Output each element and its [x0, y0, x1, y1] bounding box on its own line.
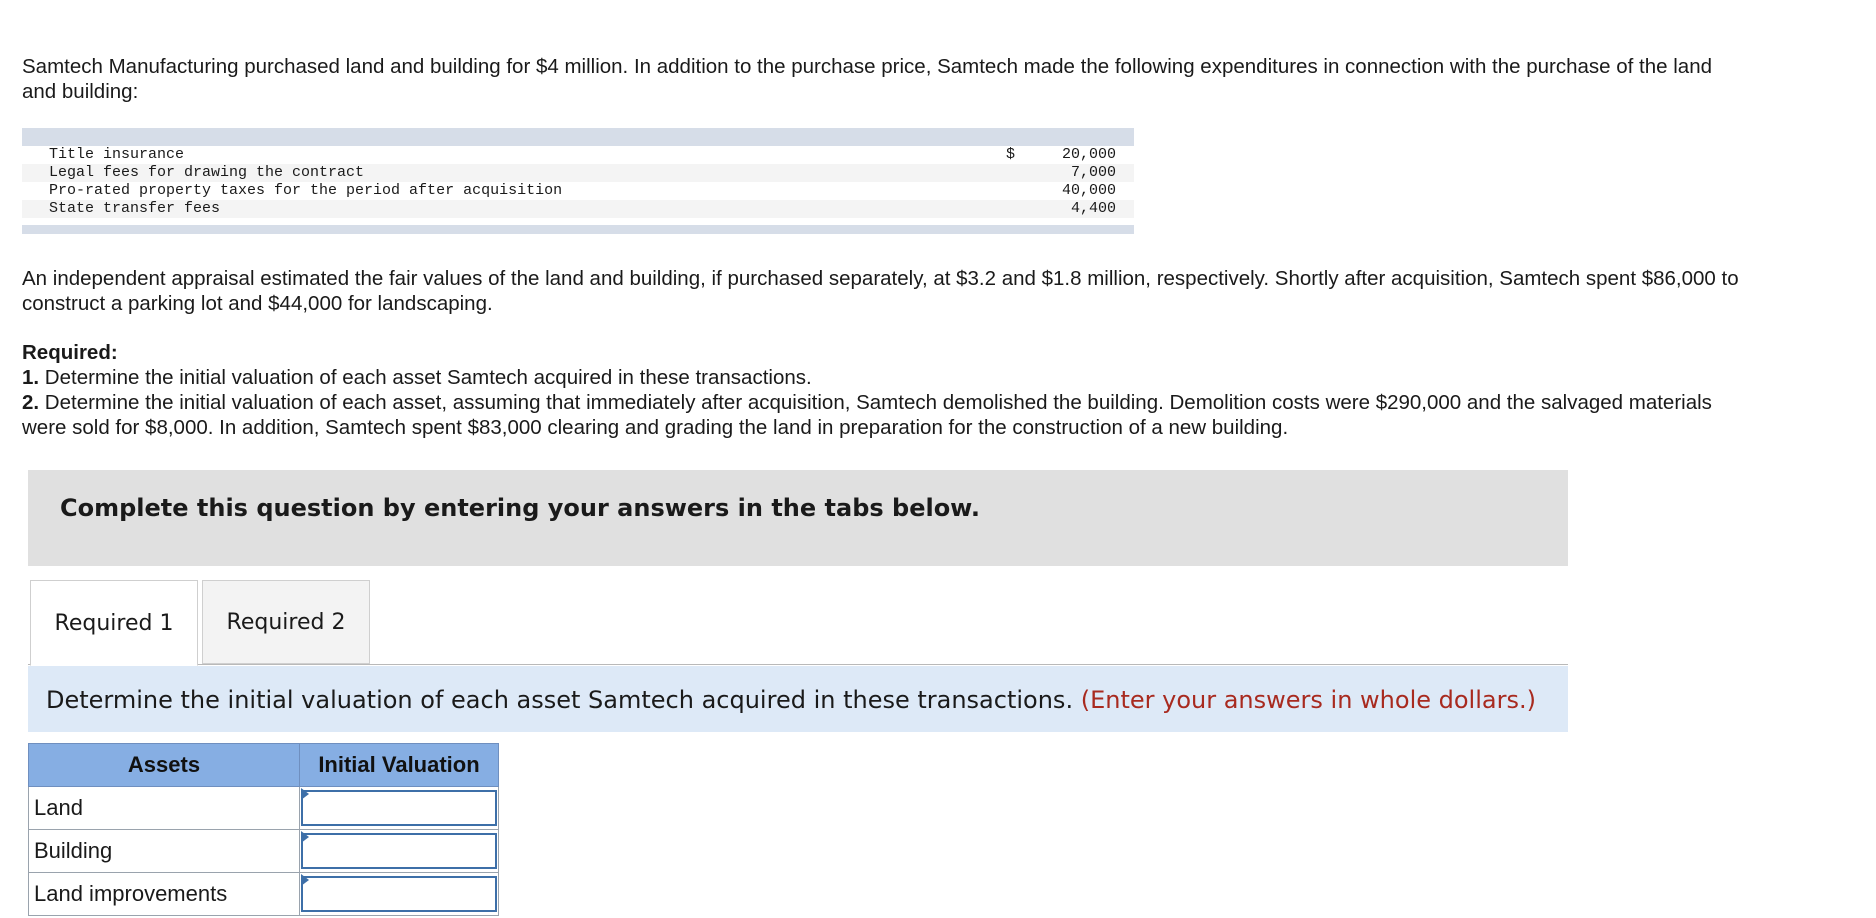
table-top-bar	[22, 128, 1134, 146]
cell-marker-icon	[301, 874, 309, 886]
table-bottom-bar	[22, 225, 1134, 234]
asset-label: Land	[29, 787, 300, 830]
instruction-box	[28, 470, 1568, 566]
required-item-1	[22, 365, 1742, 390]
expenditure-label: Pro-rated property taxes for the period after acquisition	[49, 182, 563, 199]
intro-paragraph: Samtech Manufacturing purchased land and building for $4 million. In addition to the purchase price, Samtech made the following expenditures in connection with the purchase of the land and building:	[22, 55, 1713, 103]
land-valuation-input[interactable]	[301, 790, 497, 826]
table-header-row	[29, 744, 499, 787]
land-improvements-valuation-input[interactable]	[301, 876, 497, 912]
table-row	[29, 873, 499, 916]
item-text: Determine the initial valuation of each asset Samtech acquired in these transactions.	[39, 366, 812, 389]
required-section	[22, 340, 1742, 440]
input-cell	[300, 873, 499, 916]
currency-symbol	[1006, 182, 1036, 200]
expenditure-amount: 4,400	[1036, 200, 1134, 218]
asset-label: Land improvements	[29, 873, 300, 916]
prompt-question: Determine the initial valuation of each asset Samtech acquired in these transactions.	[46, 686, 1074, 714]
item-number: 1.	[22, 366, 40, 389]
tab-divider	[28, 664, 1568, 665]
cell-marker-icon	[301, 788, 309, 800]
table-row	[22, 164, 1134, 182]
expenditure-amount: 20,000	[1061, 146, 1116, 163]
expenditure-amount: 40,000	[1061, 182, 1116, 199]
prompt-text	[46, 686, 1536, 714]
expenditure-label: Legal fees for drawing the contract	[22, 164, 1006, 182]
expenditure-label: State transfer fees	[22, 200, 1006, 218]
table-row	[22, 200, 1134, 218]
item-number: 2.	[22, 391, 40, 414]
expenditures-table	[22, 128, 1134, 234]
table-row	[29, 830, 499, 873]
tab-required-1[interactable]: Required 1	[30, 580, 198, 666]
table-row	[22, 182, 1134, 200]
column-header-assets: Assets	[29, 744, 300, 787]
currency-symbol: $	[1006, 146, 1016, 163]
tab-required-2[interactable]: Required 2	[202, 580, 370, 664]
prompt-box	[28, 666, 1568, 732]
column-header-initial-valuation: Initial Valuation	[300, 744, 499, 787]
instruction-text: Complete this question by entering your answers in the tabs below.	[60, 494, 980, 522]
item-text: Determine the initial valuation of each asset, assuming that immediately after acquisition, Samtech demolished the building. Demolition costs were $290,000 and the salvaged materials were sold for $8,000. In addition, Samtech spent $83,000 clearing and grading the land in preparation for the construction of a new building.	[22, 391, 1712, 439]
input-cell	[300, 787, 499, 830]
currency-symbol	[1006, 200, 1036, 218]
expenditure-label: Title insurance	[49, 146, 185, 163]
currency-symbol	[1006, 164, 1036, 182]
required-heading: Required:	[22, 341, 118, 364]
table-row	[29, 787, 499, 830]
required-item-2	[22, 390, 1742, 440]
table-row	[22, 146, 1134, 164]
prompt-note: (Enter your answers in whole dollars.)	[1080, 686, 1536, 714]
cell-marker-icon	[301, 831, 309, 843]
asset-label: Building	[29, 830, 300, 873]
expenditure-amount: 7,000	[1036, 164, 1134, 182]
input-cell	[300, 830, 499, 873]
building-valuation-input[interactable]	[301, 833, 497, 869]
appraisal-paragraph: An independent appraisal estimated the fair values of the land and building, if purchased separately, at $3.2 and $1.8 million, respectively. Shortly after acquisition, Samtech spent $86,000 to construct a parking lot and $44,000 for landscaping.	[22, 267, 1739, 315]
answer-table	[28, 743, 499, 916]
